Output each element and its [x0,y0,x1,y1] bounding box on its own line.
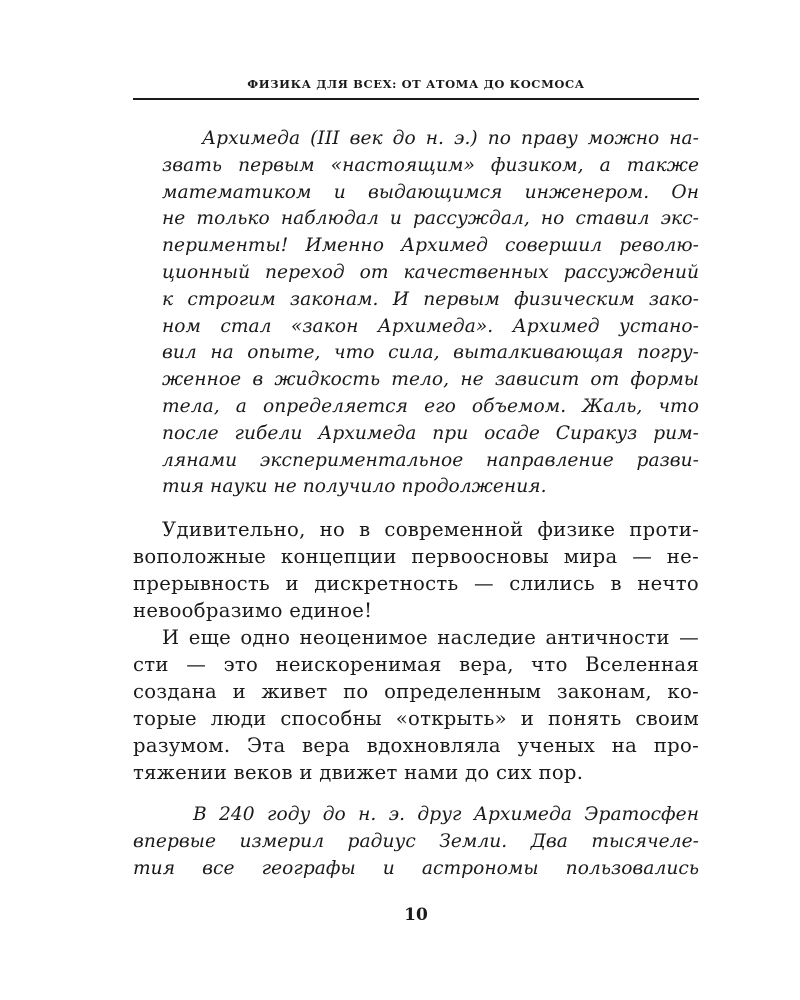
aside-line: не только наблюдал и рассуждал, но ставил экс- [162,208,699,230]
aside-line: вил на опыте, что сила, выталкивающая погру- [162,342,699,364]
aside-line: тела, а определяется его объемом. Жаль, что [162,395,699,417]
aside-line: тия все географы и астрономы пользовались [133,857,699,879]
archimedes-aside [162,126,699,501]
body-line: сти — это неискоренимая вера, что Вселенная [133,653,699,676]
aside-line: женное в жидкость тело, не зависит от формы [162,369,699,391]
body-line: создана и живет по определенным законам, ко- [133,680,699,703]
running-head: ФИЗИКА ДЛЯ ВСЕХ: ОТ АТОМА ДО КОСМОСА [247,77,585,91]
page-number: 10 [404,905,428,925]
aside-line: тия науки не получило продолжения. [162,476,547,498]
body-line: прерывность и дискретность — слились в нечто [133,572,699,595]
aside-line: Архимеда (III век до н. э.) по праву можно на- [202,128,699,149]
aside-line: ном стал «закон Архимеда». Архимед устано- [162,315,699,337]
body-line: Удивительно, но в современной физике проти- [162,518,699,541]
aside-line: звать первым «настоящим» физиком, а также [162,154,699,176]
aside-line: перименты! Именно Архимед совершил револю- [162,235,699,257]
aside-line: впервые измерил радиус Земли. Два тысячеле- [133,830,699,852]
main-text [133,516,699,786]
body-line: тяжении веков и движет нами до сих пор. [133,761,584,784]
aside-line: после гибели Архимеда при осаде Сиракуз рим- [162,422,699,444]
aside-line: В 240 году до н. э. друг Архимеда Эратосфен [193,804,699,825]
aside-line: ционный переход от качественных рассуждений [162,261,699,283]
eratosthenes-aside [133,802,699,882]
body-line: воположные концепции первоосновы мира — не- [133,545,699,568]
header-rule [133,98,699,100]
body-line: невообразимо единое! [133,599,373,622]
body-line: И еще одно неоценимое наследие античности — [162,626,699,649]
body-line: разумом. Эта вера вдохновляла ученых на про- [133,734,699,757]
aside-line: математиком и выдающимся инженером. Он [162,181,699,203]
aside-line: лянами экспериментальное направление разви- [162,449,699,471]
aside-line: к строгим законам. И первым физическим зако- [162,288,699,310]
body-line: торые люди способны «открыть» и понять своим [133,707,699,730]
